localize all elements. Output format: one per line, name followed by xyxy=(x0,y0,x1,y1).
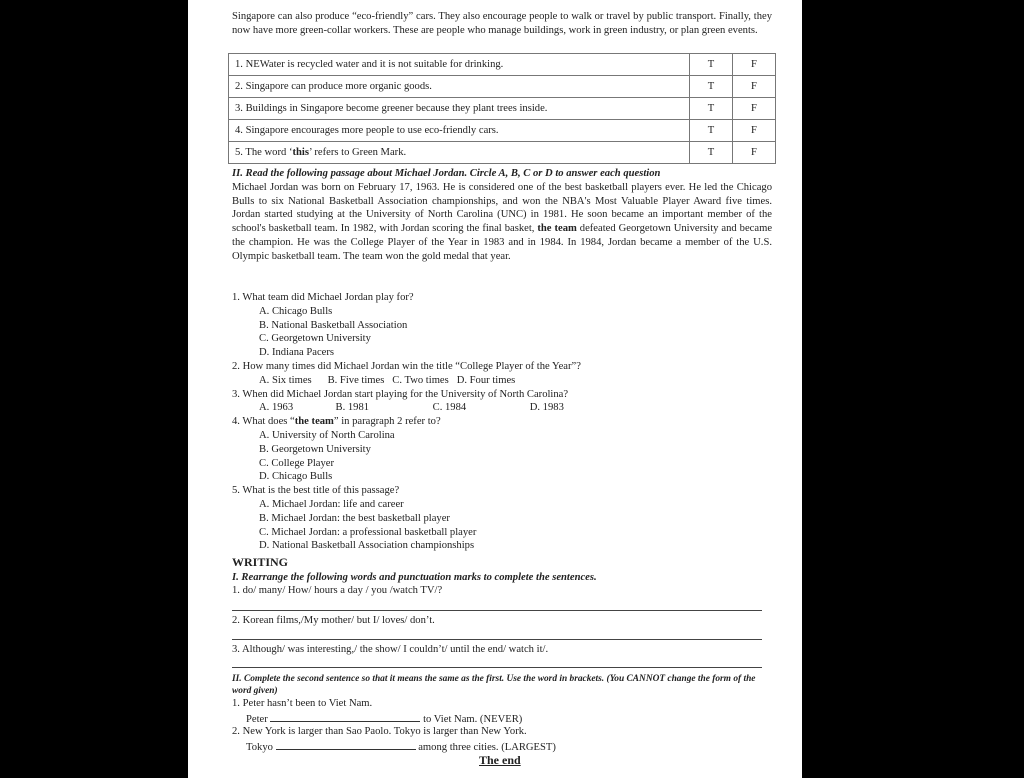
rearrange-item-3: 3. Although/ was interesting,/ the show/ I couldn’t/ until the end/ watch it/. xyxy=(232,644,549,655)
question-3-options[interactable]: A. 1963 B. 1981 C. 1984 D. 1983 xyxy=(259,402,564,414)
tf-statement: 2. Singapore can produce more organic goods. xyxy=(229,76,690,98)
option-b[interactable]: B. Michael Jordan: the best basketball player xyxy=(259,512,450,524)
question-2-options[interactable]: A. Six times B. Five times C. Two times D. Four times xyxy=(259,374,516,386)
option-c[interactable]: C. Georgetown University xyxy=(259,333,371,345)
question-3: 3. When did Michael Jordan start playing for the University of North Carolina? xyxy=(232,388,569,400)
answer-line[interactable] xyxy=(232,667,762,668)
transform-instructions: II. Complete the second sentence so that it means the same as the first. Use the word in brackets. (You CANNOT change the form of the word given) xyxy=(232,674,756,696)
end-label: The end xyxy=(479,753,521,767)
option-b[interactable]: B. National Basketball Association xyxy=(259,319,408,331)
question-5: 5. What is the best title of this passage? xyxy=(232,485,400,497)
false-option[interactable]: F xyxy=(733,142,776,164)
option-a[interactable]: A. Chicago Bulls xyxy=(259,305,333,317)
tf-statement: 4. Singapore encourages more people to use eco-friendly cars. xyxy=(229,120,690,142)
answer-line[interactable] xyxy=(232,610,762,611)
true-option[interactable]: T xyxy=(690,76,733,98)
worksheet-page xyxy=(188,0,802,778)
answer-blank[interactable] xyxy=(276,739,416,750)
table-row xyxy=(229,98,776,120)
true-option[interactable]: T xyxy=(690,142,733,164)
rearrange-instructions: I. Rearrange the following words and punctuation marks to complete the sentences. xyxy=(232,572,597,583)
option-a[interactable]: A. University of North Carolina xyxy=(259,429,395,441)
rearrange-item-2: 2. Korean films,/My mother/ but I/ loves/ don’t. xyxy=(232,615,435,626)
answer-line[interactable] xyxy=(232,639,762,640)
table-row xyxy=(229,54,776,76)
true-option[interactable]: T xyxy=(690,120,733,142)
reading-title: II. Read the following passage about Michael Jordan. Circle A, B, C or D to answer each question xyxy=(232,168,661,179)
transform-answer-1: Peter to Viet Nam. (NEVER) xyxy=(246,711,766,727)
reading-passage: Michael Jordan was born on February 17, 1963. He is considered one of the best basketball players ever. He led the Chicago Bulls to six National Basketball Association championships, and won the NBA's Most Valuable Player Award five times. Jordan started studying at the University of North Carolina (UNC) in 1981. He soon became an important member of the school's basketball team. In 1982, with Jordan scoring the final basket, the team defeated Georgetown University and became the champion. He was the College Player of the Year in 1983 and in 1984. In 1984, Jordan became a member of the U.S. Olympic basketball team. The team won the gold medal that year. xyxy=(232,181,773,262)
option-b[interactable]: B. Georgetown University xyxy=(259,443,371,455)
questions xyxy=(232,291,772,553)
rearrange-item-1: 1. do/ many/ How/ hours a day / you /watch TV/? xyxy=(232,585,443,596)
question-2: 2. How many times did Michael Jordan win the title “College Player of the Year”? xyxy=(232,360,581,372)
option-d[interactable]: D. Chicago Bulls xyxy=(259,471,333,483)
true-false-table xyxy=(228,53,776,164)
tf-statement: 1. NEWater is recycled water and it is not suitable for drinking. xyxy=(229,54,690,76)
question-1: 1. What team did Michael Jordan play for? xyxy=(232,292,414,303)
true-option[interactable]: T xyxy=(690,98,733,120)
answer-blank[interactable] xyxy=(270,711,420,722)
table-row xyxy=(229,76,776,98)
true-option[interactable]: T xyxy=(690,54,733,76)
reading-section xyxy=(232,167,772,264)
option-c[interactable]: C. Michael Jordan: a professional basketball player xyxy=(259,526,477,538)
false-option[interactable]: F xyxy=(733,54,776,76)
table-row xyxy=(229,142,776,164)
false-option[interactable]: F xyxy=(733,98,776,120)
option-d[interactable]: D. Indiana Pacers xyxy=(259,347,335,359)
transform-answer-2: Tokyo among three cities. (LARGEST) xyxy=(246,739,766,755)
writing-heading: WRITING xyxy=(232,555,289,569)
option-d[interactable]: D. National Basketball Association championships xyxy=(259,540,475,552)
false-option[interactable]: F xyxy=(733,120,776,142)
false-option[interactable]: F xyxy=(733,76,776,98)
intro-paragraph: Singapore can also produce “eco-friendly” cars. They also encourage people to walk or travel by public transport. Finally, they now have more green-collar workers. These are people who manage buildings, work in green industry, or plan green events. xyxy=(232,11,772,36)
question-4: 4. What does “the team” in paragraph 2 refer to? xyxy=(232,416,441,428)
transform-question-2: 2. New York is larger than Sao Paolo. Tokyo is larger than New York. xyxy=(232,726,527,737)
tf-statement: 3. Buildings in Singapore become greener because they plant trees inside. xyxy=(229,98,690,120)
option-c[interactable]: C. College Player xyxy=(259,457,335,469)
table-row xyxy=(229,120,776,142)
option-a[interactable]: A. Michael Jordan: life and career xyxy=(259,498,404,510)
tf-statement: 5. The word ‘this’ refers to Green Mark. xyxy=(229,142,690,164)
transform-question-1: 1. Peter hasn’t been to Viet Nam. xyxy=(232,698,373,709)
